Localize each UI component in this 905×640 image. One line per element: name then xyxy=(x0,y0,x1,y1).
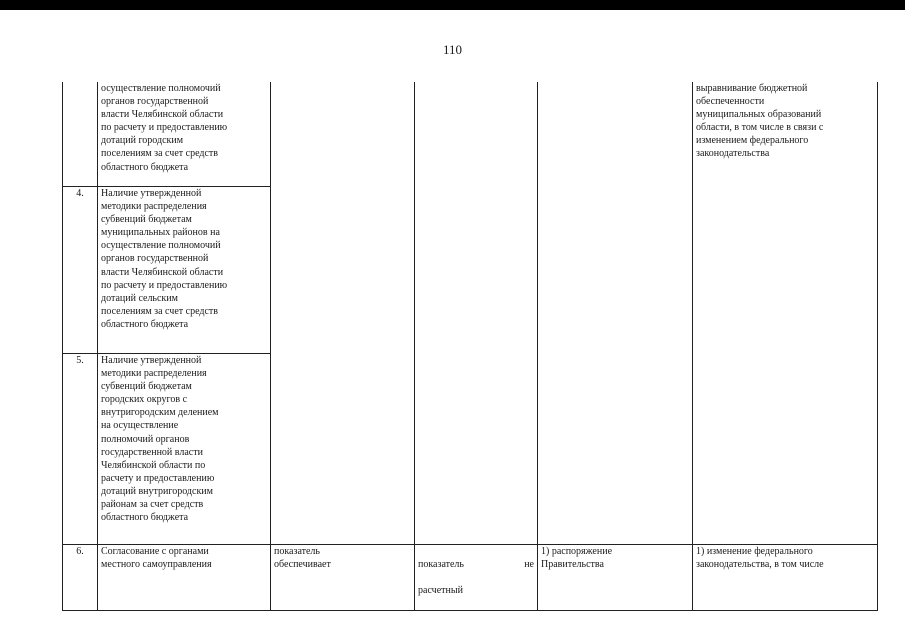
page-number: 110 xyxy=(442,42,463,57)
col4-second-line: расчетный xyxy=(418,585,463,597)
row-number: 6. xyxy=(63,545,98,611)
row-description: осуществление полномочий органов государственной власти Челябинской области по расчету и предоставлению дотаций городским поселениям за счет средств областного бюджета xyxy=(98,82,271,187)
row-col3 xyxy=(271,187,415,354)
row-col6: выравнивание бюджетной обеспеченности муниципальных образований области, в том числе в связи с изменением федерального законодательства xyxy=(693,82,878,545)
row-col4 xyxy=(415,187,538,354)
row-col5: 1) распоряжение Правительства xyxy=(538,545,693,611)
col4-right-word: не xyxy=(524,559,534,571)
row-col5 xyxy=(538,187,693,354)
table-row xyxy=(63,82,878,187)
table-row xyxy=(63,545,878,611)
document-table xyxy=(62,82,878,611)
row-number xyxy=(63,82,98,187)
row-col5 xyxy=(538,354,693,545)
row-description: Наличие утвержденной методики распределения субвенций бюджетам муниципальных районов на осуществление полномочий органов государственной власти Челябинской области по расчету и предоставлению дотаций сельским поселениям за счет средств областного бюджета xyxy=(98,187,271,354)
row-description: Наличие утвержденной методики распределения субвенций бюджетам городских округов с внутригородским делением на осуществление полномочий органов государственной власти Челябинской области по расчету и предоставлению дотаций внутригородским районам за счет средств областного бюджета xyxy=(98,354,271,545)
col4-first-line xyxy=(418,558,534,571)
row-col3 xyxy=(271,82,415,187)
row-col4 xyxy=(415,354,538,545)
row-col5 xyxy=(538,82,693,187)
top-black-bar xyxy=(0,0,905,10)
row-number: 5. xyxy=(63,354,98,545)
row-col3: показатель обеспечивает xyxy=(271,545,415,611)
row-col4 xyxy=(415,545,538,611)
row-col4 xyxy=(415,82,538,187)
col4-left-word: показатель xyxy=(418,559,464,571)
row-number: 4. xyxy=(63,187,98,354)
row-col3 xyxy=(271,354,415,545)
row-description: Согласование с органами местного самоуправления xyxy=(98,545,271,611)
row-col6: 1) изменение федерального законодательства, в том числе xyxy=(693,545,878,611)
